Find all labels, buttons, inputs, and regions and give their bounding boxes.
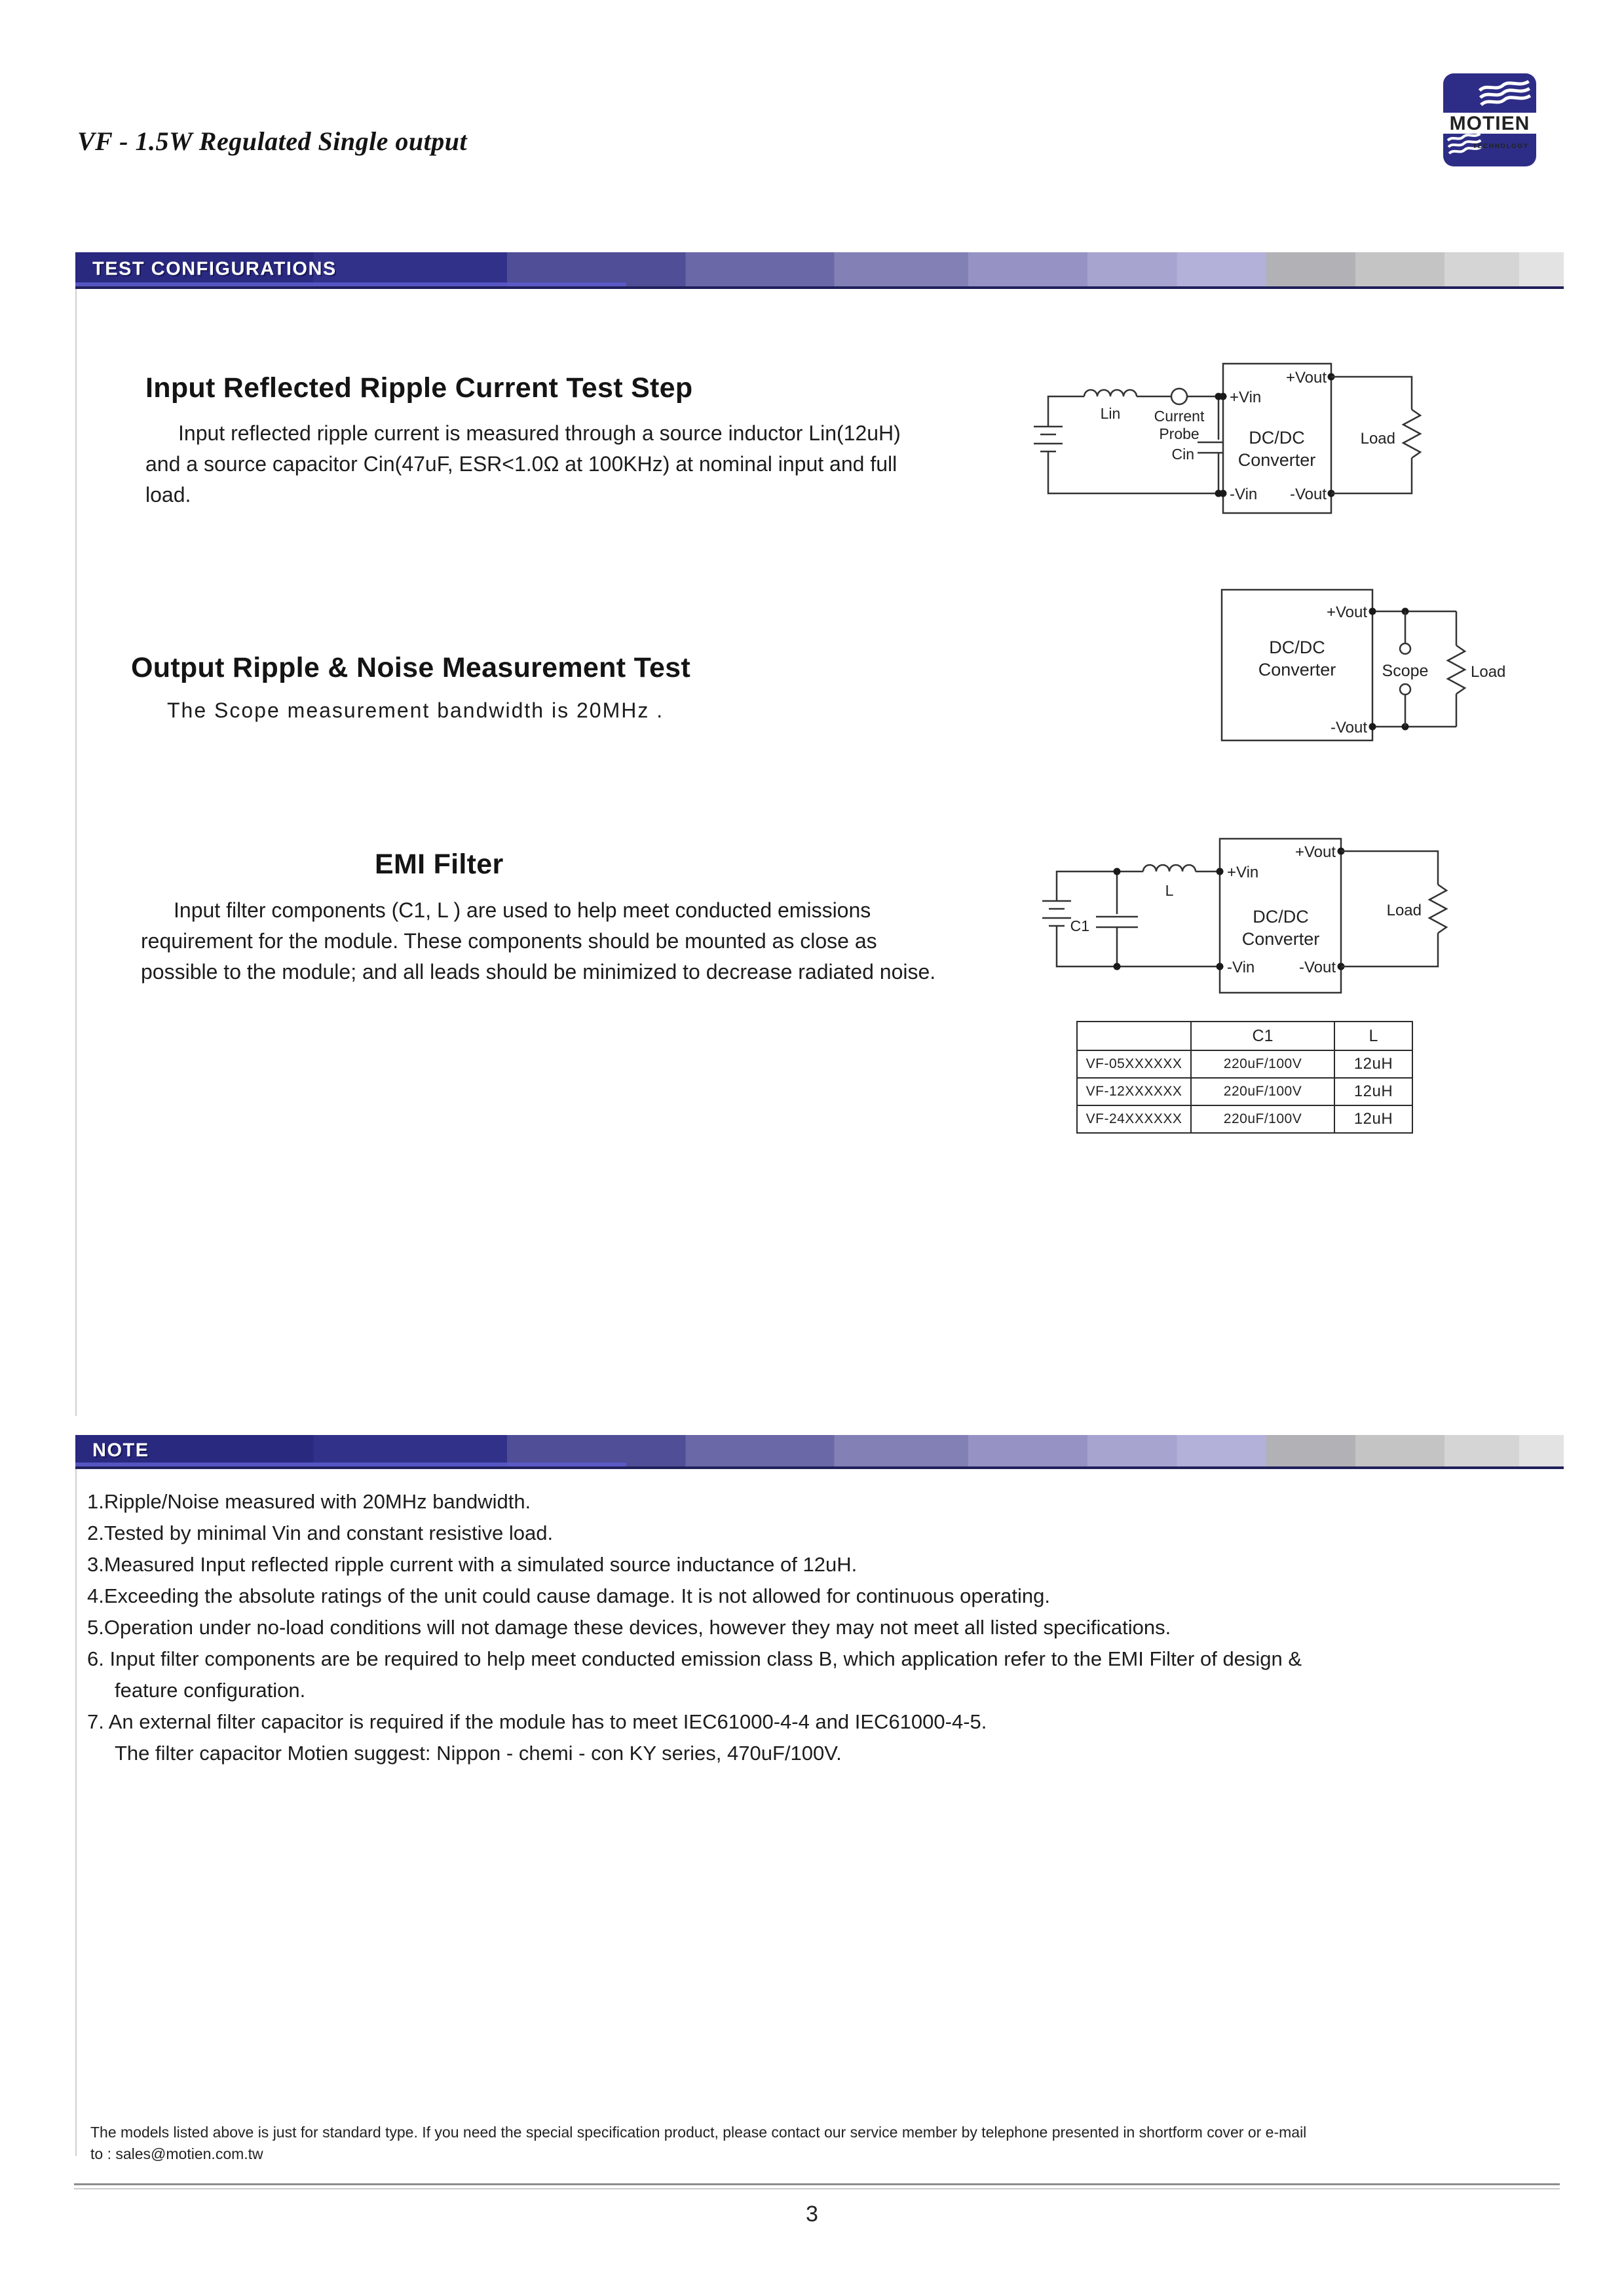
inductor-label: Lin [1100,405,1121,422]
notes-list [87,1486,1614,1769]
note-banner-label: NOTE [92,1440,149,1461]
output-ripple-body: The Scope measurement bandwidth is 20MHz . [167,698,664,722]
vin-neg-label: -Vin [1230,486,1258,503]
input-ripple-heading: Input Reflected Ripple Current Test Step [145,372,693,404]
table-header-c1: C1 [1191,1022,1334,1050]
note-item-continuation: The filter capacitor Motien suggest: Nippon - chemi - con KY series, 470uF/100V. [115,1742,842,1765]
note-item: 6. Input filter components are be required to help meet conducted emission class B, which application refer to the EMI Filter of design & [87,1647,1302,1670]
model-cell: VF-05XXXXXX [1077,1050,1191,1078]
emi-filter-circuit-diagram [1019,816,1471,1006]
converter-label-1: DC/DC [1249,428,1305,448]
output-ripple-circuit-diagram [1209,580,1523,757]
vout-pos-label: +Vout [1285,369,1327,387]
note-item: 4.Exceeding the absolute ratings of the unit could cause damage. It is not allowed for continuous operating. [87,1584,1051,1607]
current-probe-icon [1171,389,1187,404]
vout-neg-label: -Vout [1298,959,1336,976]
left-rule-lower [75,1469,77,2156]
converter-label-1: DC/DC [1253,907,1309,927]
note-item: 2.Tested by minimal Vin and constant resistive load. [87,1521,554,1544]
c1-cell: 220uF/100V [1191,1050,1334,1078]
probe-label-2: Probe [1159,425,1199,442]
probe-label-1: Current [1154,408,1205,425]
table-row [1077,1105,1412,1133]
vout-neg-label: -Vout [1289,486,1327,503]
load-label: Load [1471,663,1506,681]
page-title: VF - 1.5W Regulated Single output [77,126,468,156]
input-ripple-circuit-diagram [1019,344,1471,527]
motien-logo [1443,73,1536,166]
converter-label-2: Converter [1241,929,1320,949]
load-label: Load [1360,430,1395,448]
footer-note-line1: The models listed above is just for standard type. If you need the special specification product, please contact our service member by telephone presented in shortform cover or e-mail [90,2124,1307,2141]
vout-pos-label: +Vout [1326,603,1367,621]
l-cell: 12uH [1334,1105,1412,1133]
footer-note-line2: to : sales@motien.com.tw [90,2145,263,2162]
note-item: 1.Ripple/Noise measured with 20MHz bandwidth. [87,1490,531,1513]
note-banner [75,1435,1564,1469]
cin-label: Cin [1171,446,1194,463]
model-cell: VF-12XXXXXX [1077,1078,1191,1105]
emi-filter-body: Input filter components (C1, L ) are used to help meet conducted emissions requirement for the module. These components should be mounted as close as possible to the module; and all leads should be minimized to decrease radiated noise. [141,898,936,984]
emi-filter-table [1076,1021,1413,1134]
table-header-l: L [1334,1022,1412,1050]
l-cell: 12uH [1334,1078,1412,1105]
note-item-continuation: feature configuration. [115,1679,306,1702]
inductor-label: L [1165,882,1174,899]
input-ripple-body: Input reflected ripple current is measured through a source inductor Lin(12uH) and a source capacitor Cin(47uF, ESR<1.0Ω at 100KHz) at nominal input and full load. [145,421,901,507]
emi-filter-heading: EMI Filter [375,849,504,880]
converter-label-1: DC/DC [1269,638,1325,657]
model-cell: VF-24XXXXXX [1077,1105,1191,1133]
note-item: 5.Operation under no-load conditions will not damage these devices, however they may not meet all listed specifications. [87,1616,1171,1639]
logo-wordmark: MOTIEN [1449,113,1530,134]
footer-note [90,2122,1591,2165]
note-item: 3.Measured Input reflected ripple current with a simulated source inductance of 12uH. [87,1553,858,1576]
table-row [1077,1050,1412,1078]
scope-label: Scope [1382,662,1429,680]
load-label: Load [1386,902,1422,919]
c1-label: C1 [1070,917,1089,934]
footer-divider [74,2183,1560,2189]
vin-pos-label: +Vin [1227,864,1259,881]
motien-logo-art [1443,73,1536,166]
table-header-model [1077,1022,1191,1050]
table-header-row [1077,1022,1412,1050]
c1-cell: 220uF/100V [1191,1078,1334,1105]
wave-icon [1479,81,1531,105]
left-rule-upper [75,289,77,1416]
vout-neg-label: -Vout [1330,719,1367,737]
logo-tagline: TECHNOLOGY [1473,143,1529,150]
scope-terminal-icon [1400,684,1410,695]
output-ripple-heading: Output Ripple & Noise Measurement Test [131,652,690,683]
test-configurations-banner-label: TEST CONFIGURATIONS [92,258,337,280]
vout-pos-label: +Vout [1294,843,1336,861]
converter-label-2: Converter [1258,660,1336,679]
table-row [1077,1078,1412,1105]
vin-pos-label: +Vin [1230,389,1262,406]
scope-terminal-icon [1400,643,1410,654]
vin-neg-label: -Vin [1227,959,1255,976]
l-cell: 12uH [1334,1050,1412,1078]
c1-cell: 220uF/100V [1191,1105,1334,1133]
test-configurations-banner [75,252,1564,289]
converter-label-2: Converter [1237,450,1316,470]
note-item: 7. An external filter capacitor is required if the module has to meet IEC61000-4-4 and IEC61000-4-5. [87,1710,987,1733]
page-number: 3 [806,2202,818,2227]
